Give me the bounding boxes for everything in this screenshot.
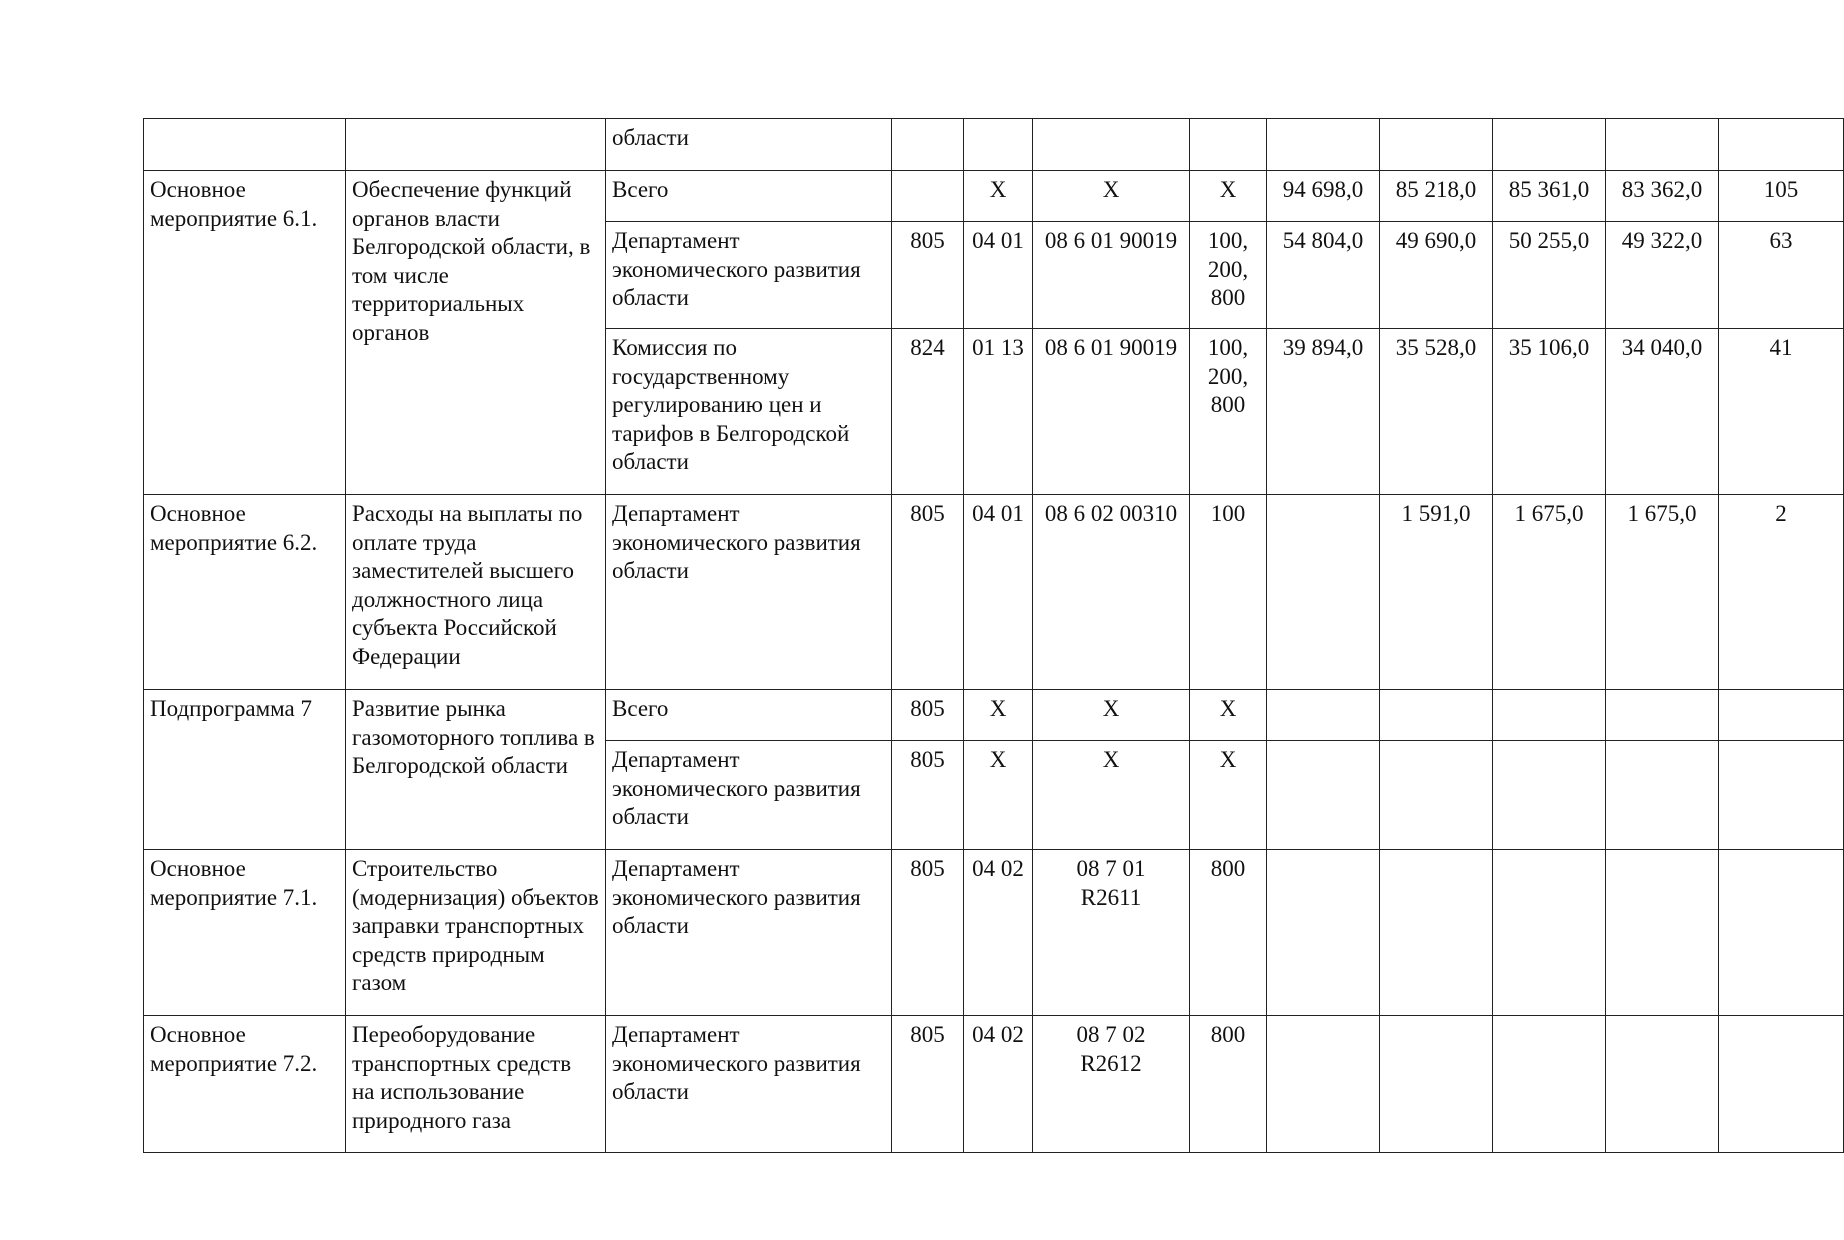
table-row — [144, 495, 1844, 690]
grbs-cell: 805 — [892, 495, 964, 690]
year-3-cell: 85 361,0 — [1493, 171, 1606, 222]
year-5-cell — [1719, 1016, 1844, 1153]
year-1-cell: 54 804,0 — [1267, 222, 1380, 329]
name-cell: Обеспечение функций органов власти Белгородской области, в том числе территориальных органов — [346, 171, 606, 495]
responsible-cell: Комиссия по государственному регулированию цен и тарифов в Белгородской области — [606, 329, 892, 495]
csr-cell — [1033, 119, 1190, 171]
vr-cell: 100, 200, 800 — [1190, 222, 1267, 329]
year-3-cell: 1 675,0 — [1493, 495, 1606, 690]
year-5-cell: 2 — [1719, 495, 1844, 690]
csr-cell: X — [1033, 741, 1190, 850]
record-cell: Основное мероприятие 7.2. — [144, 1016, 346, 1153]
year-5-cell — [1719, 690, 1844, 741]
year-5-cell: 63 — [1719, 222, 1844, 329]
year-5-cell — [1719, 119, 1844, 171]
table-row — [144, 119, 1844, 171]
year-1-cell: 39 894,0 — [1267, 329, 1380, 495]
rzpr-cell: X — [964, 171, 1033, 222]
year-2-cell — [1380, 119, 1493, 171]
year-3-cell — [1493, 850, 1606, 1016]
year-3-cell — [1493, 119, 1606, 171]
table-row — [144, 1016, 1844, 1153]
vr-cell: X — [1190, 690, 1267, 741]
responsible-cell: Департамент экономического развития области — [606, 850, 892, 1016]
year-2-cell — [1380, 1016, 1493, 1153]
grbs-cell: 805 — [892, 850, 964, 1016]
responsible-cell: области — [606, 119, 892, 171]
year-4-cell — [1606, 690, 1719, 741]
year-2-cell: 85 218,0 — [1380, 171, 1493, 222]
grbs-cell — [892, 171, 964, 222]
year-4-cell — [1606, 741, 1719, 850]
csr-cell: X — [1033, 171, 1190, 222]
vr-cell: 100 — [1190, 495, 1267, 690]
rzpr-cell — [964, 119, 1033, 171]
year-3-cell — [1493, 1016, 1606, 1153]
year-1-cell: 94 698,0 — [1267, 171, 1380, 222]
record-cell: Основное мероприятие 7.1. — [144, 850, 346, 1016]
responsible-cell: Департамент экономического развития области — [606, 222, 892, 329]
grbs-cell — [892, 119, 964, 171]
year-1-cell — [1267, 1016, 1380, 1153]
name-cell — [346, 119, 606, 171]
rzpr-cell: X — [964, 741, 1033, 850]
table-row — [144, 850, 1844, 1016]
csr-cell: 08 7 01 R2611 — [1033, 850, 1190, 1016]
year-3-cell — [1493, 741, 1606, 850]
year-1-cell — [1267, 119, 1380, 171]
year-2-cell — [1380, 850, 1493, 1016]
year-4-cell — [1606, 119, 1719, 171]
vr-cell: 100, 200, 800 — [1190, 329, 1267, 495]
name-cell: Развитие рынка газомоторного топлива в Белгородской области — [346, 690, 606, 850]
rzpr-cell: 04 01 — [964, 222, 1033, 329]
record-cell: Основное мероприятие 6.1. — [144, 171, 346, 495]
csr-cell: 08 6 01 90019 — [1033, 329, 1190, 495]
year-5-cell — [1719, 850, 1844, 1016]
year-4-cell — [1606, 850, 1719, 1016]
year-1-cell — [1267, 850, 1380, 1016]
year-5-cell — [1719, 741, 1844, 850]
record-cell: Подпрограмма 7 — [144, 690, 346, 850]
vr-cell: 800 — [1190, 1016, 1267, 1153]
csr-cell: 08 6 01 90019 — [1033, 222, 1190, 329]
name-cell: Строительство (модернизация) объектов заправки транспортных средств природным газом — [346, 850, 606, 1016]
year-4-cell: 83 362,0 — [1606, 171, 1719, 222]
year-4-cell — [1606, 1016, 1719, 1153]
year-2-cell: 1 591,0 — [1380, 495, 1493, 690]
year-4-cell: 1 675,0 — [1606, 495, 1719, 690]
responsible-cell: Департамент экономического развития области — [606, 1016, 892, 1153]
rzpr-cell: 01 13 — [964, 329, 1033, 495]
responsible-cell: Департамент экономического развития области — [606, 741, 892, 850]
table-row — [144, 690, 1844, 741]
year-2-cell: 35 528,0 — [1380, 329, 1493, 495]
rzpr-cell: 04 02 — [964, 1016, 1033, 1153]
rzpr-cell: 04 01 — [964, 495, 1033, 690]
grbs-cell: 805 — [892, 741, 964, 850]
name-cell: Расходы на выплаты по оплате труда заместителей высшего должностного лица субъекта Российской Федерации — [346, 495, 606, 690]
year-3-cell: 35 106,0 — [1493, 329, 1606, 495]
vr-cell — [1190, 119, 1267, 171]
year-4-cell: 34 040,0 — [1606, 329, 1719, 495]
name-cell: Переоборудование транспортных средств на использование природного газа — [346, 1016, 606, 1153]
record-cell — [144, 119, 346, 171]
budget-table — [143, 118, 1844, 1153]
year-5-cell: 41 — [1719, 329, 1844, 495]
responsible-cell: Департамент экономического развития области — [606, 495, 892, 690]
year-2-cell: 49 690,0 — [1380, 222, 1493, 329]
grbs-cell: 824 — [892, 329, 964, 495]
year-1-cell — [1267, 741, 1380, 850]
rzpr-cell: 04 02 — [964, 850, 1033, 1016]
year-1-cell — [1267, 495, 1380, 690]
responsible-cell: Всего — [606, 690, 892, 741]
year-5-cell: 105 — [1719, 171, 1844, 222]
grbs-cell: 805 — [892, 222, 964, 329]
csr-cell: 08 6 02 00310 — [1033, 495, 1190, 690]
vr-cell: 800 — [1190, 850, 1267, 1016]
year-3-cell: 50 255,0 — [1493, 222, 1606, 329]
year-1-cell — [1267, 690, 1380, 741]
grbs-cell: 805 — [892, 690, 964, 741]
rzpr-cell: X — [964, 690, 1033, 741]
year-2-cell — [1380, 690, 1493, 741]
record-cell: Основное мероприятие 6.2. — [144, 495, 346, 690]
year-4-cell: 49 322,0 — [1606, 222, 1719, 329]
grbs-cell: 805 — [892, 1016, 964, 1153]
vr-cell: X — [1190, 171, 1267, 222]
csr-cell: X — [1033, 690, 1190, 741]
responsible-cell: Всего — [606, 171, 892, 222]
year-3-cell — [1493, 690, 1606, 741]
vr-cell: X — [1190, 741, 1267, 850]
year-2-cell — [1380, 741, 1493, 850]
table-row — [144, 171, 1844, 222]
csr-cell: 08 7 02 R2612 — [1033, 1016, 1190, 1153]
